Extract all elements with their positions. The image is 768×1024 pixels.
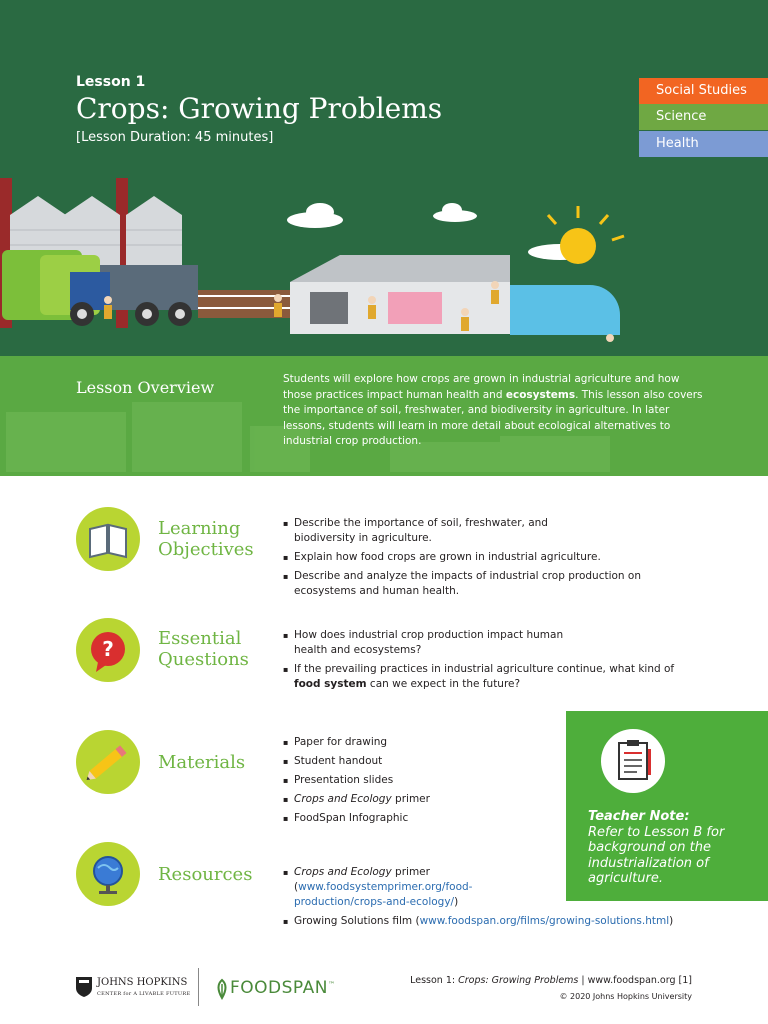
foodspan-leaf-icon bbox=[214, 978, 230, 1000]
page-title: Crops: Growing Problems bbox=[76, 92, 443, 125]
list-item: ▪ Crops and Ecology primer bbox=[283, 792, 543, 807]
list-item: ▪ Presentation slides bbox=[283, 773, 543, 788]
list-item: ▪ Describe the importance of soil, freshwater, and biodiversity in agriculture. bbox=[283, 516, 559, 546]
teacher-note-icon-badge bbox=[601, 729, 665, 793]
lesson-overview-title: Lesson Overview bbox=[76, 378, 215, 397]
book-icon bbox=[76, 507, 140, 571]
list-item: ▪ FoodSpan Infographic bbox=[283, 811, 543, 826]
globe-icon bbox=[76, 842, 140, 906]
svg-text:?: ? bbox=[102, 637, 114, 661]
list-item: ▪ How does industrial crop production impact human health and ecosystems? bbox=[283, 628, 584, 658]
lesson-duration: [Lesson Duration: 45 minutes] bbox=[76, 130, 274, 145]
materials-title: Materials bbox=[158, 752, 246, 773]
jhu-shield-icon bbox=[75, 976, 93, 998]
list-item: ▪ If the prevailing practices in industrial agriculture continue, what kind of food system can we expect in the future? bbox=[283, 662, 703, 692]
jhu-logo-subtitle: CENTER for A LIVABLE FUTURE bbox=[97, 991, 191, 997]
learning-objectives-list bbox=[283, 516, 643, 603]
essential-questions-title: Essential Questions bbox=[158, 628, 249, 670]
footer-lesson-info: Lesson 1: Crops: Growing Problems | www.foodspan.org [1] bbox=[410, 975, 692, 986]
list-item: ▪ Explain how food crops are grown in industrial agriculture. bbox=[283, 550, 643, 565]
learning-objectives-title: Learning Objectives bbox=[158, 518, 254, 560]
resources-title: Resources bbox=[158, 864, 253, 885]
essential-questions-list bbox=[283, 628, 703, 696]
hero-banner bbox=[0, 0, 768, 356]
list-item: ▪ Crops and Ecology primer (www.foodsystemprimer.org/food-production/crops-and-ecology/) bbox=[283, 865, 564, 910]
pencil-icon bbox=[76, 730, 140, 794]
essential-questions-icon-badge bbox=[76, 618, 140, 682]
foodspan-logo: FOODSPAN™ bbox=[230, 978, 336, 998]
footer-copyright: © 2020 Johns Hopkins University bbox=[559, 992, 692, 1001]
question-bubble-icon bbox=[76, 618, 140, 682]
clipboard-icon bbox=[601, 729, 665, 793]
jhu-logo-name: JOHNS HOPKINS bbox=[97, 977, 188, 988]
lesson-number: Lesson 1 bbox=[76, 74, 146, 90]
growing-solutions-link[interactable]: www.foodspan.org/films/growing-solutions.html bbox=[419, 915, 670, 927]
lesson-overview-text: Students will explore how crops are grown in industrial agriculture and how those practices impact human health and ecosystems. This lesson also covers the importance of soil, freshwater, and biodiversity in agriculture. In later lessons, students will learn in more detail about ecological alternatives to industrial crop production. bbox=[283, 373, 703, 447]
teacher-note-text: Teacher Note: Refer to Lesson B for background on the industrialization of agriculture. bbox=[588, 809, 725, 886]
footer-divider bbox=[198, 968, 199, 1006]
subject-tag-social-studies: Social Studies bbox=[639, 78, 768, 104]
subject-tag-health: Health bbox=[639, 131, 768, 157]
materials-list bbox=[283, 735, 543, 830]
list-item: ▪ Student handout bbox=[283, 754, 543, 769]
learning-objectives-icon-badge bbox=[76, 507, 140, 571]
farm-illustration bbox=[0, 0, 768, 356]
primer-link[interactable]: www.foodsystemprimer.org/food-production/crops-and-ecology/ bbox=[294, 881, 473, 908]
list-item: ▪ Growing Solutions film (www.foodspan.org/films/growing-solutions.html) bbox=[283, 914, 723, 929]
resources-icon-badge bbox=[76, 842, 140, 906]
subject-tag-science: Science bbox=[639, 104, 768, 130]
materials-icon-badge bbox=[76, 730, 140, 794]
list-item: ▪ Describe and analyze the impacts of industrial crop production on ecosystems and human health. bbox=[283, 569, 643, 599]
lesson-overview-band bbox=[0, 356, 768, 476]
list-item: ▪ Paper for drawing bbox=[283, 735, 543, 750]
teacher-note-box bbox=[566, 711, 768, 901]
